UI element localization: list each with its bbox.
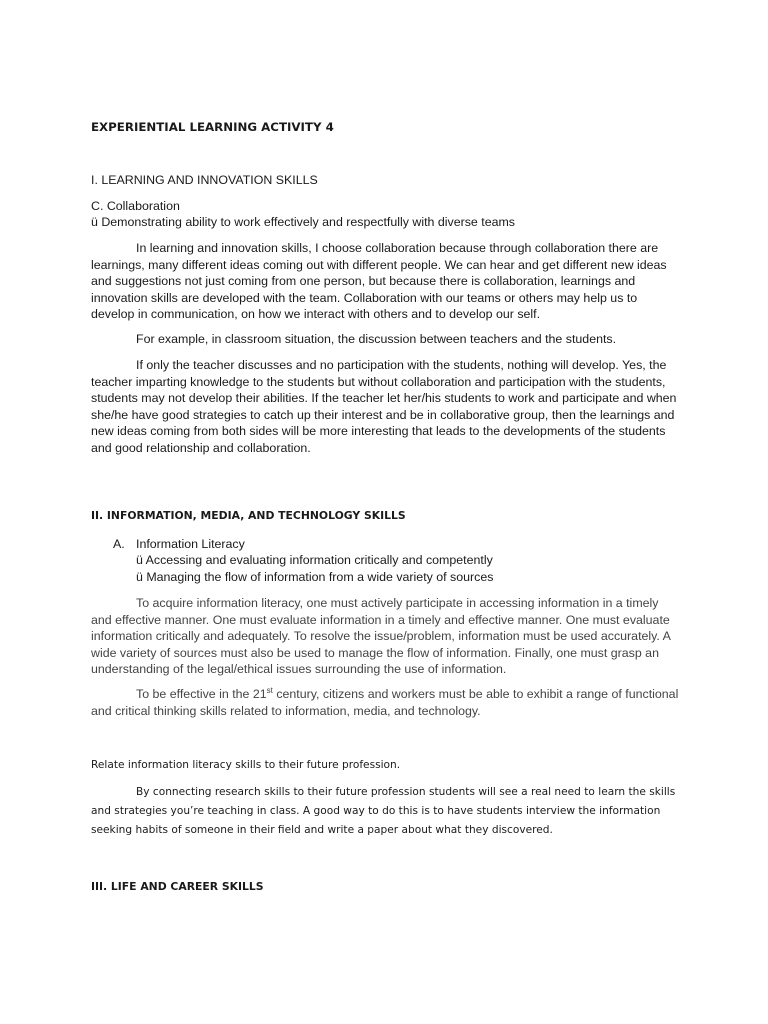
paragraph-teacher-participation: If only the teacher discusses and no participation with the students, nothing will develop. Yes, the teacher imparting knowledge to the students but without collaboration and participation with the students, students may not develop their abilities. If the teacher let her/his students to work and participate and when she/he have good strategies to catch up their interest and be in collaborative group, then the learnings and new ideas coming from both sides will be more interesting that leads to the developments of the students and good relationship and collaboration. bbox=[91, 358, 677, 455]
bullet-collaboration: ü Demonstrating ability to work effectively and respectfully with diverse teams bbox=[91, 215, 515, 229]
paragraph-classroom-example: For example, in classroom situation, the discussion between teachers and the students. bbox=[136, 332, 617, 346]
paragraph-information-literacy: To acquire information literacy, one must actively participate in accessing information in a timely and effective manner. One must evaluate information in a timely and effective manner. One must evaluate information critically and adequately. To resolve the issue/problem, information must be used accurately. A wide variety of sources must also be used to manage the flow of information. Finally, one must grasp an understanding of the legal/ethical issues surrounding the use of information. bbox=[91, 596, 671, 677]
bullet-accessing-information: ü Accessing and evaluating information critically and competently bbox=[136, 553, 493, 567]
paragraph-research-skills-answer: By connecting research skills to their future profession students will see a real need to learn the skills and strategies you’re teaching in class. A good way to do this is to have students interview the information seeking habits of someone in their field and write a paper about what they discovered. bbox=[91, 786, 676, 836]
prompt-relate-information-literacy: Relate information literacy skills to their future profession. bbox=[91, 759, 401, 771]
paragraph-collaboration-reason: In learning and innovation skills, I choose collaboration because through collaboration there are learnings, many different ideas coming out with different people. We can hear and get different new ideas and suggestions not just coming from one person, but because there is collaboration, learnings and innovation skills are developed with the team. Collaboration with our teams or others may help us to develop in communication, on how we interact with others and to develop our self. bbox=[91, 241, 667, 322]
document-title: EXPERIENTIAL LEARNING ACTIVITY 4 bbox=[91, 120, 334, 134]
section-heading-learning-innovation: I. LEARNING AND INNOVATION SKILLS bbox=[91, 173, 318, 187]
list-marker-a: A. bbox=[113, 537, 125, 551]
subheading-information-literacy: Information Literacy bbox=[136, 537, 245, 551]
paragraph-21st-century bbox=[91, 686, 681, 719]
century-text-end: century, citizens and workers must be able to exhibit a range of functional and critical thinking skills related to information, media, and technology. bbox=[91, 687, 679, 718]
subheading-collaboration: C. Collaboration bbox=[91, 199, 180, 213]
section-heading-information-media: II. INFORMATION, MEDIA, AND TECHNOLOGY SKILLS bbox=[91, 509, 406, 522]
superscript-st: st bbox=[266, 685, 273, 695]
bullet-managing-information: ü Managing the flow of information from a wide variety of sources bbox=[136, 570, 494, 584]
section-heading-life-career: III. LIFE AND CAREER SKILLS bbox=[91, 880, 264, 893]
century-text-start: To be effective in the 21 bbox=[136, 687, 267, 701]
